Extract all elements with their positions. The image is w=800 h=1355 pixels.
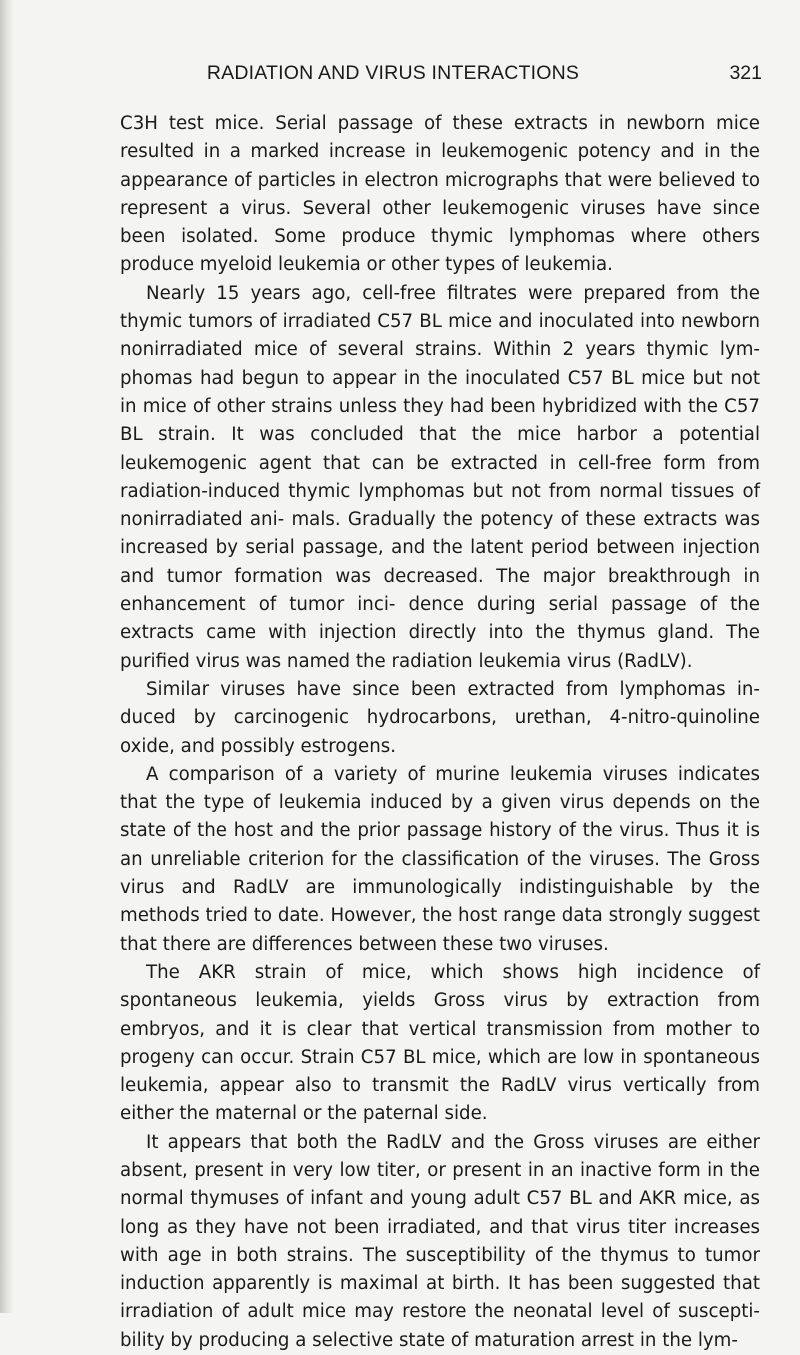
- page-header: [130, 62, 766, 92]
- running-title: RADIATION AND VIRUS INTERACTIONS: [206, 62, 580, 84]
- body-text: [120, 110, 760, 1355]
- paragraph: Similar viruses have since been extracted from lymphomas in- duced by carcinogenic hydrocarbons, urethan, 4-nitro-quinoline oxide, and possibly estrogens.: [120, 678, 760, 757]
- page-number: 321: [729, 62, 762, 84]
- paragraph: It appears that both the RadLV and the Gross viruses are either absent, present in very low titer, or present in an inactive form in the normal thymuses of infant and young adult C57 BL and AKR mice, as long as they have not been irradiated, and that virus titer increases with age in both strains. The susceptibility of the thymus to tumor induction apparently is maximal at birth. It has been suggested that irradiation of adult mice may restore the neonatal level of suscepti- bility by producing a selective state of maturation arrest in the lym-: [120, 1131, 760, 1351]
- paragraph: Nearly 15 years ago, cell-free filtrates were prepared from the thymic tumors of irradiated C57 BL mice and inoculated into newborn nonirradiated mice of several strains. Within 2 years thymic lym- phomas had begun to appear in the inoculated C57 BL mice but not in mice of other strains unless they had been hybridized with the C57 BL strain. It was concluded that the mice harbor a potential leukemogenic agent that can be extracted in cell-free form from radiation-induced thymic lymphomas but not from normal tissues of nonirradiated ani- mals. Gradually the potency of these extracts was increased by serial passage, and the latent period between injection and tumor formation was decreased. The major breakthrough in enhancement of tumor inci- dence during serial passage of the extracts came with injection directly into the thymus gland. The purified virus was named the radiation leukemia virus (RadLV).: [120, 282, 760, 672]
- page-spine-shadow: [0, 0, 14, 1313]
- paragraph: The AKR strain of mice, which shows high incidence of spontaneous leukemia, yields Gross virus by extraction from embryos, and it is clear that vertical transmission from mother to progeny can occur. Strain C57 BL mice, which are low in spontaneous leukemia, appear also to transmit the RadLV virus vertically from either the maternal or the paternal side.: [120, 961, 760, 1125]
- paragraph: C3H test mice. Serial passage of these extracts in newborn mice resulted in a marked increase in leukemogenic potency and in the appearance of particles in electron micrographs that were believed to represent a virus. Several other leukemogenic viruses have since been isolated. Some produce thymic lymphomas where others produce myeloid leukemia or other types of leukemia.: [120, 113, 760, 276]
- paragraph: A comparison of a variety of murine leukemia viruses indicates that the type of leukemia induced by a given virus depends on the state of the host and the prior passage history of the virus. Thus it is an unreliable criterion for the classification of the viruses. The Gross virus and RadLV are immunologically indistinguishable by the methods tried to date. However, the host range data strongly suggest that there are differences between these two viruses.: [120, 763, 760, 955]
